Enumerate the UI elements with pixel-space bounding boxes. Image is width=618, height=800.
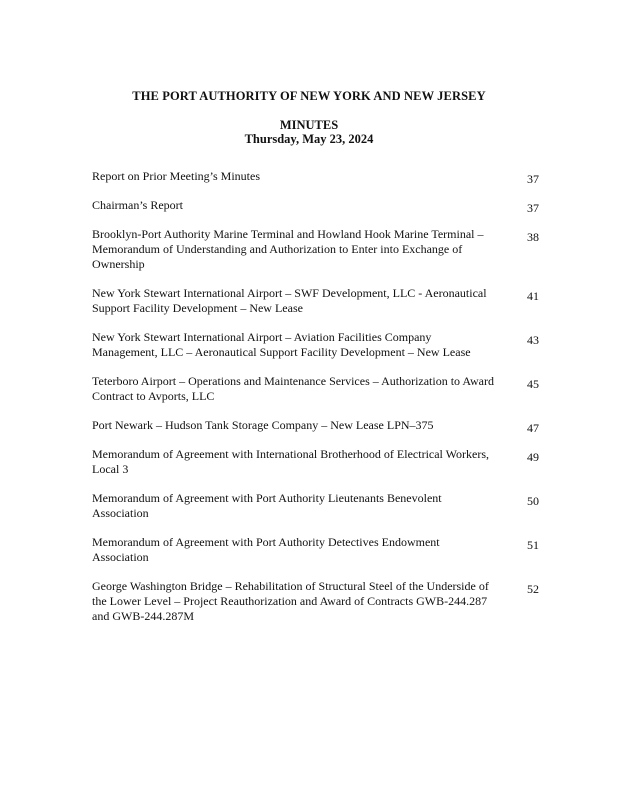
toc-entry-page: 50 xyxy=(527,494,539,508)
toc-entry-text: Memorandum of Agreement with Port Authority Lieutenants Benevolent Association xyxy=(92,491,442,520)
toc-entry xyxy=(92,227,552,272)
toc-entry-text: Port Newark – Hudson Tank Storage Company – New Lease LPN–375 xyxy=(92,418,434,432)
toc-entry xyxy=(92,579,552,624)
toc-entry-text: Teterboro Airport – Operations and Maintenance Services – Authorization to Award Contract to Avports, LLC xyxy=(92,374,494,403)
toc-entry-page: 51 xyxy=(527,538,539,552)
toc-entry xyxy=(92,418,552,433)
toc-entry xyxy=(92,169,552,184)
toc-entry xyxy=(92,447,552,477)
toc-entry xyxy=(92,491,552,521)
minutes-heading xyxy=(0,118,618,146)
toc-entry xyxy=(92,286,552,316)
toc-entry-page: 45 xyxy=(527,377,539,391)
toc-entry-page: 52 xyxy=(527,582,539,596)
table-of-contents xyxy=(92,169,552,638)
toc-entry-page: 37 xyxy=(527,172,539,186)
toc-entry xyxy=(92,198,552,213)
toc-entry-text: Memorandum of Agreement with International Brotherhood of Electrical Workers, Local 3 xyxy=(92,447,490,476)
toc-entry xyxy=(92,535,552,565)
toc-entry-text: Memorandum of Agreement with Port Authority Detectives Endowment Association xyxy=(92,535,440,564)
organization-title: THE PORT AUTHORITY OF NEW YORK AND NEW JERSEY xyxy=(132,89,486,103)
toc-entry-text: New York Stewart International Airport – Aviation Facilities Company Management, LLC – Aeronautical Support Facility Development – New Lease xyxy=(92,330,471,359)
toc-entry xyxy=(92,330,552,360)
toc-entry-text: Report on Prior Meeting’s Minutes xyxy=(92,169,260,183)
toc-entry-text: Chairman’s Report xyxy=(92,198,183,212)
meeting-date: Thursday, May 23, 2024 xyxy=(244,132,374,146)
toc-entry-page: 38 xyxy=(527,230,539,244)
toc-entry-page: 43 xyxy=(527,333,539,347)
toc-entry xyxy=(92,374,552,404)
toc-entry-text: Brooklyn-Port Authority Marine Terminal and Howland Hook Marine Terminal – Memorandum of Understanding and Authorization to Enter into Exchange of Ownership xyxy=(92,227,484,271)
toc-entry-page: 47 xyxy=(527,421,539,435)
toc-entry-page: 49 xyxy=(527,450,539,464)
toc-entry-page: 41 xyxy=(527,289,539,303)
minutes-title: MINUTES xyxy=(279,118,339,132)
toc-entry-page: 37 xyxy=(527,201,539,215)
toc-entry-text: New York Stewart International Airport – SWF Development, LLC - Aeronautical Support Facility Development – New Lease xyxy=(92,286,487,315)
toc-entry-text: George Washington Bridge – Rehabilitation of Structural Steel of the Underside of the Lower Level – Project Reauthorization and Award of Contracts GWB-244.287 and GWB-244.287M xyxy=(92,579,489,623)
